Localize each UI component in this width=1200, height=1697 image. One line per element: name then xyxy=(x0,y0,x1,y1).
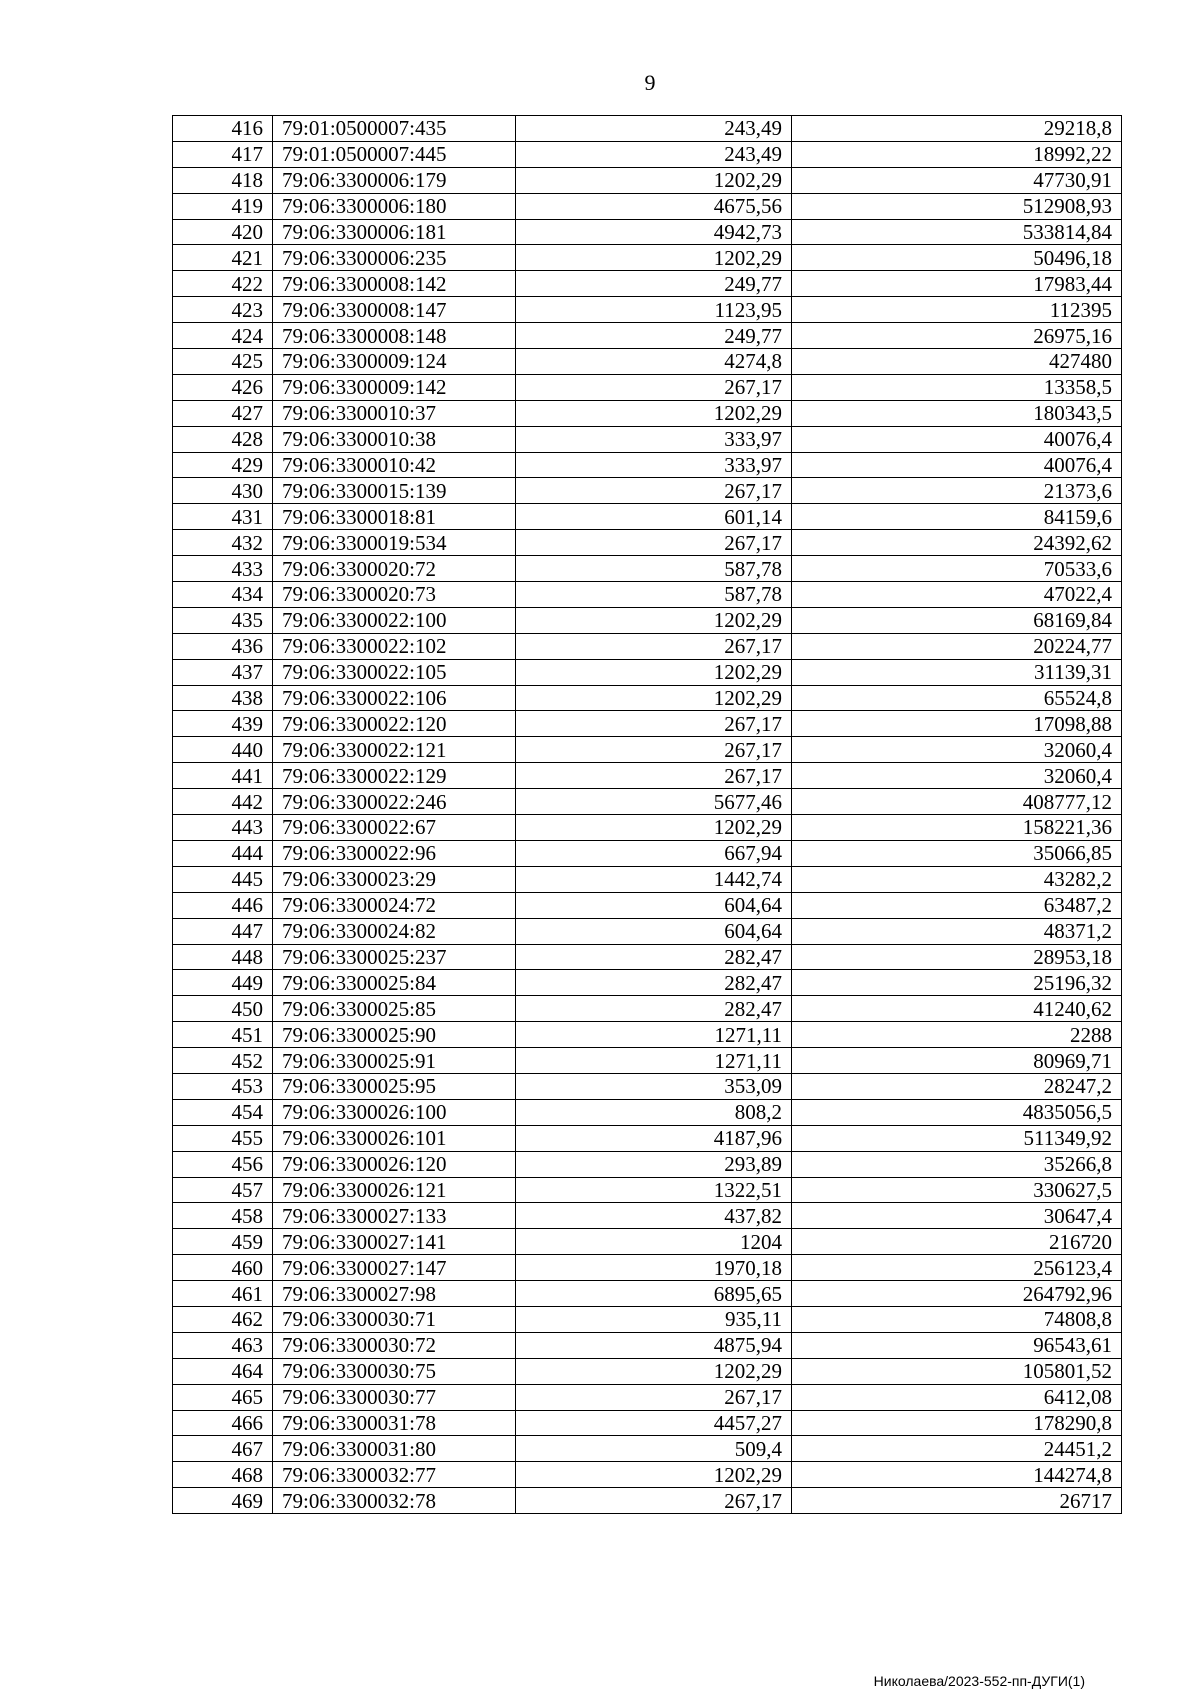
area-cell: 267,17 xyxy=(516,530,792,556)
area-cell: 267,17 xyxy=(516,737,792,763)
row-number-cell: 455 xyxy=(173,1125,273,1151)
value-cell: 63487,2 xyxy=(792,892,1122,918)
row-number-cell: 451 xyxy=(173,1022,273,1048)
cadastral-number-cell: 79:06:3300022:96 xyxy=(273,840,516,866)
value-cell: 533814,84 xyxy=(792,219,1122,245)
cadastral-number-cell: 79:06:3300022:106 xyxy=(273,685,516,711)
cadastral-number-cell: 79:06:3300026:120 xyxy=(273,1151,516,1177)
row-number-cell: 456 xyxy=(173,1151,273,1177)
row-number-cell: 439 xyxy=(173,711,273,737)
table-row xyxy=(173,1332,1122,1358)
row-number-cell: 452 xyxy=(173,1048,273,1074)
table-row xyxy=(173,996,1122,1022)
value-cell: 28247,2 xyxy=(792,1073,1122,1099)
cadastral-number-cell: 79:06:3300015:139 xyxy=(273,478,516,504)
area-cell: 1202,29 xyxy=(516,167,792,193)
value-cell: 216720 xyxy=(792,1229,1122,1255)
table-row xyxy=(173,1177,1122,1203)
value-cell: 512908,93 xyxy=(792,193,1122,219)
table-row xyxy=(173,866,1122,892)
table-row xyxy=(173,1281,1122,1307)
area-cell: 667,94 xyxy=(516,840,792,866)
value-cell: 47730,91 xyxy=(792,167,1122,193)
cadastral-number-cell: 79:06:3300025:91 xyxy=(273,1048,516,1074)
row-number-cell: 446 xyxy=(173,892,273,918)
area-cell: 5677,46 xyxy=(516,789,792,815)
table-row xyxy=(173,1099,1122,1125)
cadastral-number-cell: 79:06:3300031:80 xyxy=(273,1436,516,1462)
value-cell: 2288 xyxy=(792,1022,1122,1048)
row-number-cell: 435 xyxy=(173,607,273,633)
value-cell: 112395 xyxy=(792,297,1122,323)
area-cell: 935,11 xyxy=(516,1306,792,1332)
cadastral-number-cell: 79:06:3300023:29 xyxy=(273,866,516,892)
area-cell: 282,47 xyxy=(516,970,792,996)
cadastral-number-cell: 79:06:3300022:100 xyxy=(273,607,516,633)
value-cell: 105801,52 xyxy=(792,1358,1122,1384)
area-cell: 1202,29 xyxy=(516,1358,792,1384)
cadastral-number-cell: 79:06:3300027:141 xyxy=(273,1229,516,1255)
cadastral-number-cell: 79:06:3300031:78 xyxy=(273,1410,516,1436)
cadastral-number-cell: 79:06:3300026:121 xyxy=(273,1177,516,1203)
area-cell: 267,17 xyxy=(516,633,792,659)
area-cell: 1202,29 xyxy=(516,607,792,633)
value-cell: 80969,71 xyxy=(792,1048,1122,1074)
table-row xyxy=(173,1203,1122,1229)
table-row xyxy=(173,1462,1122,1488)
row-number-cell: 431 xyxy=(173,504,273,530)
cadastral-number-cell: 79:06:3300019:534 xyxy=(273,530,516,556)
table-row xyxy=(173,582,1122,608)
value-cell: 4835056,5 xyxy=(792,1099,1122,1125)
table-row xyxy=(173,452,1122,478)
table-row xyxy=(173,556,1122,582)
cadastral-number-cell: 79:06:3300022:246 xyxy=(273,789,516,815)
row-number-cell: 432 xyxy=(173,530,273,556)
value-cell: 511349,92 xyxy=(792,1125,1122,1151)
value-cell: 40076,4 xyxy=(792,426,1122,452)
value-cell: 35266,8 xyxy=(792,1151,1122,1177)
value-cell: 427480 xyxy=(792,349,1122,375)
area-cell: 267,17 xyxy=(516,374,792,400)
cadastral-number-cell: 79:06:3300025:85 xyxy=(273,996,516,1022)
area-cell: 1204 xyxy=(516,1229,792,1255)
table-row xyxy=(173,193,1122,219)
area-cell: 1202,29 xyxy=(516,815,792,841)
table-row xyxy=(173,944,1122,970)
row-number-cell: 433 xyxy=(173,556,273,582)
cadastral-number-cell: 79:06:3300022:105 xyxy=(273,659,516,685)
table-row xyxy=(173,297,1122,323)
area-cell: 1970,18 xyxy=(516,1255,792,1281)
area-cell: 243,49 xyxy=(516,116,792,142)
area-cell: 333,97 xyxy=(516,452,792,478)
row-number-cell: 463 xyxy=(173,1332,273,1358)
row-number-cell: 447 xyxy=(173,918,273,944)
area-cell: 4675,56 xyxy=(516,193,792,219)
value-cell: 43282,2 xyxy=(792,866,1122,892)
value-cell: 256123,4 xyxy=(792,1255,1122,1281)
cadastral-number-cell: 79:06:3300010:37 xyxy=(273,400,516,426)
table-row xyxy=(173,349,1122,375)
row-number-cell: 443 xyxy=(173,815,273,841)
row-number-cell: 421 xyxy=(173,245,273,271)
row-number-cell: 459 xyxy=(173,1229,273,1255)
area-cell: 353,09 xyxy=(516,1073,792,1099)
row-number-cell: 453 xyxy=(173,1073,273,1099)
row-number-cell: 469 xyxy=(173,1488,273,1514)
cadastral-number-cell: 79:06:3300006:235 xyxy=(273,245,516,271)
row-number-cell: 422 xyxy=(173,271,273,297)
row-number-cell: 458 xyxy=(173,1203,273,1229)
cadastral-number-cell: 79:06:3300020:72 xyxy=(273,556,516,582)
value-cell: 13358,5 xyxy=(792,374,1122,400)
cadastral-number-cell: 79:06:3300027:147 xyxy=(273,1255,516,1281)
value-cell: 96543,61 xyxy=(792,1332,1122,1358)
row-number-cell: 420 xyxy=(173,219,273,245)
table-row xyxy=(173,892,1122,918)
value-cell: 40076,4 xyxy=(792,452,1122,478)
table-row xyxy=(173,1488,1122,1514)
cadastral-number-cell: 79:06:3300018:81 xyxy=(273,504,516,530)
table-row xyxy=(173,1358,1122,1384)
table-row xyxy=(173,1410,1122,1436)
table-row xyxy=(173,633,1122,659)
area-cell: 601,14 xyxy=(516,504,792,530)
area-cell: 267,17 xyxy=(516,763,792,789)
row-number-cell: 454 xyxy=(173,1099,273,1125)
value-cell: 30647,4 xyxy=(792,1203,1122,1229)
value-cell: 18992,22 xyxy=(792,141,1122,167)
value-cell: 17983,44 xyxy=(792,271,1122,297)
cadastral-number-cell: 79:06:3300022:67 xyxy=(273,815,516,841)
table-row xyxy=(173,1125,1122,1151)
value-cell: 84159,6 xyxy=(792,504,1122,530)
table-row xyxy=(173,970,1122,996)
cadastral-number-cell: 79:06:3300022:129 xyxy=(273,763,516,789)
cadastral-table xyxy=(172,115,1122,1514)
table-row xyxy=(173,1255,1122,1281)
value-cell: 330627,5 xyxy=(792,1177,1122,1203)
area-cell: 1202,29 xyxy=(516,400,792,426)
cadastral-number-cell: 79:06:3300008:148 xyxy=(273,323,516,349)
value-cell: 20224,77 xyxy=(792,633,1122,659)
cadastral-number-cell: 79:06:3300025:90 xyxy=(273,1022,516,1048)
table-row xyxy=(173,245,1122,271)
cadastral-number-cell: 79:06:3300030:72 xyxy=(273,1332,516,1358)
table-row xyxy=(173,116,1122,142)
table-row xyxy=(173,1022,1122,1048)
row-number-cell: 423 xyxy=(173,297,273,323)
row-number-cell: 441 xyxy=(173,763,273,789)
row-number-cell: 444 xyxy=(173,840,273,866)
cadastral-number-cell: 79:01:0500007:435 xyxy=(273,116,516,142)
table-row xyxy=(173,711,1122,737)
value-cell: 144274,8 xyxy=(792,1462,1122,1488)
value-cell: 26717 xyxy=(792,1488,1122,1514)
value-cell: 6412,08 xyxy=(792,1384,1122,1410)
page-number: 9 xyxy=(644,70,656,95)
value-cell: 28953,18 xyxy=(792,944,1122,970)
table-row xyxy=(173,374,1122,400)
value-cell: 68169,84 xyxy=(792,607,1122,633)
area-cell: 4875,94 xyxy=(516,1332,792,1358)
row-number-cell: 425 xyxy=(173,349,273,375)
table-row xyxy=(173,685,1122,711)
table-row xyxy=(173,271,1122,297)
cadastral-number-cell: 79:06:3300006:179 xyxy=(273,167,516,193)
value-cell: 48371,2 xyxy=(792,918,1122,944)
value-cell: 47022,4 xyxy=(792,582,1122,608)
row-number-cell: 427 xyxy=(173,400,273,426)
area-cell: 293,89 xyxy=(516,1151,792,1177)
table-row xyxy=(173,219,1122,245)
value-cell: 35066,85 xyxy=(792,840,1122,866)
area-cell: 1202,29 xyxy=(516,685,792,711)
table-row xyxy=(173,504,1122,530)
area-cell: 267,17 xyxy=(516,1488,792,1514)
value-cell: 25196,32 xyxy=(792,970,1122,996)
area-cell: 6895,65 xyxy=(516,1281,792,1307)
area-cell: 267,17 xyxy=(516,478,792,504)
cadastral-number-cell: 79:06:3300026:100 xyxy=(273,1099,516,1125)
row-number-cell: 416 xyxy=(173,116,273,142)
table-row xyxy=(173,840,1122,866)
value-cell: 65524,8 xyxy=(792,685,1122,711)
cadastral-number-cell: 79:01:0500007:445 xyxy=(273,141,516,167)
table-body xyxy=(173,116,1122,1514)
cadastral-number-cell: 79:06:3300032:78 xyxy=(273,1488,516,1514)
table-row xyxy=(173,167,1122,193)
cadastral-number-cell: 79:06:3300032:77 xyxy=(273,1462,516,1488)
area-cell: 509,4 xyxy=(516,1436,792,1462)
area-cell: 267,17 xyxy=(516,1384,792,1410)
table-row xyxy=(173,426,1122,452)
value-cell: 70533,6 xyxy=(792,556,1122,582)
value-cell: 31139,31 xyxy=(792,659,1122,685)
row-number-cell: 440 xyxy=(173,737,273,763)
row-number-cell: 445 xyxy=(173,866,273,892)
cadastral-number-cell: 79:06:3300022:121 xyxy=(273,737,516,763)
value-cell: 24392,62 xyxy=(792,530,1122,556)
row-number-cell: 426 xyxy=(173,374,273,400)
area-cell: 1271,11 xyxy=(516,1022,792,1048)
table-row xyxy=(173,478,1122,504)
area-cell: 4942,73 xyxy=(516,219,792,245)
row-number-cell: 457 xyxy=(173,1177,273,1203)
cadastral-number-cell: 79:06:3300008:142 xyxy=(273,271,516,297)
table-row xyxy=(173,1229,1122,1255)
table-row xyxy=(173,400,1122,426)
cadastral-number-cell: 79:06:3300025:237 xyxy=(273,944,516,970)
table-row xyxy=(173,815,1122,841)
cadastral-number-cell: 79:06:3300006:181 xyxy=(273,219,516,245)
cadastral-number-cell: 79:06:3300025:95 xyxy=(273,1073,516,1099)
area-cell: 267,17 xyxy=(516,711,792,737)
cadastral-number-cell: 79:06:3300026:101 xyxy=(273,1125,516,1151)
cadastral-number-cell: 79:06:3300027:133 xyxy=(273,1203,516,1229)
area-cell: 604,64 xyxy=(516,918,792,944)
area-cell: 333,97 xyxy=(516,426,792,452)
cadastral-number-cell: 79:06:3300022:102 xyxy=(273,633,516,659)
row-number-cell: 417 xyxy=(173,141,273,167)
cadastral-number-cell: 79:06:3300030:77 xyxy=(273,1384,516,1410)
table-row xyxy=(173,1436,1122,1462)
value-cell: 264792,96 xyxy=(792,1281,1122,1307)
area-cell: 587,78 xyxy=(516,582,792,608)
value-cell: 74808,8 xyxy=(792,1306,1122,1332)
value-cell: 32060,4 xyxy=(792,763,1122,789)
value-cell: 24451,2 xyxy=(792,1436,1122,1462)
area-cell: 282,47 xyxy=(516,944,792,970)
value-cell: 50496,18 xyxy=(792,245,1122,271)
row-number-cell: 424 xyxy=(173,323,273,349)
table-row xyxy=(173,737,1122,763)
row-number-cell: 434 xyxy=(173,582,273,608)
cadastral-number-cell: 79:06:3300022:120 xyxy=(273,711,516,737)
row-number-cell: 461 xyxy=(173,1281,273,1307)
value-cell: 32060,4 xyxy=(792,737,1122,763)
value-cell: 17098,88 xyxy=(792,711,1122,737)
cadastral-number-cell: 79:06:3300006:180 xyxy=(273,193,516,219)
area-cell: 604,64 xyxy=(516,892,792,918)
cadastral-number-cell: 79:06:3300020:73 xyxy=(273,582,516,608)
value-cell: 21373,6 xyxy=(792,478,1122,504)
table-row xyxy=(173,789,1122,815)
table-row xyxy=(173,1048,1122,1074)
table-row xyxy=(173,323,1122,349)
value-cell: 41240,62 xyxy=(792,996,1122,1022)
area-cell: 808,2 xyxy=(516,1099,792,1125)
row-number-cell: 436 xyxy=(173,633,273,659)
table-row xyxy=(173,1306,1122,1332)
area-cell: 1202,29 xyxy=(516,1462,792,1488)
area-cell: 4274,8 xyxy=(516,349,792,375)
row-number-cell: 466 xyxy=(173,1410,273,1436)
row-number-cell: 465 xyxy=(173,1384,273,1410)
area-cell: 1322,51 xyxy=(516,1177,792,1203)
value-cell: 180343,5 xyxy=(792,400,1122,426)
table-row xyxy=(173,763,1122,789)
table-row xyxy=(173,1151,1122,1177)
cadastral-number-cell: 79:06:3300025:84 xyxy=(273,970,516,996)
row-number-cell: 418 xyxy=(173,167,273,193)
value-cell: 158221,36 xyxy=(792,815,1122,841)
table-row xyxy=(173,530,1122,556)
area-cell: 1442,74 xyxy=(516,866,792,892)
area-cell: 1202,29 xyxy=(516,245,792,271)
row-number-cell: 442 xyxy=(173,789,273,815)
area-cell: 249,77 xyxy=(516,271,792,297)
row-number-cell: 428 xyxy=(173,426,273,452)
table-row xyxy=(173,1073,1122,1099)
value-cell: 26975,16 xyxy=(792,323,1122,349)
document-footer-code: Николаева/2023-552-пп-ДУГИ(1) xyxy=(873,1673,1085,1689)
row-number-cell: 419 xyxy=(173,193,273,219)
cadastral-number-cell: 79:06:3300010:42 xyxy=(273,452,516,478)
table-row xyxy=(173,141,1122,167)
area-cell: 1123,95 xyxy=(516,297,792,323)
area-cell: 4457,27 xyxy=(516,1410,792,1436)
table-row xyxy=(173,607,1122,633)
row-number-cell: 464 xyxy=(173,1358,273,1384)
value-cell: 408777,12 xyxy=(792,789,1122,815)
cadastral-number-cell: 79:06:3300010:38 xyxy=(273,426,516,452)
row-number-cell: 467 xyxy=(173,1436,273,1462)
cadastral-number-cell: 79:06:3300030:75 xyxy=(273,1358,516,1384)
area-cell: 1271,11 xyxy=(516,1048,792,1074)
table-row xyxy=(173,1384,1122,1410)
row-number-cell: 449 xyxy=(173,970,273,996)
area-cell: 249,77 xyxy=(516,323,792,349)
area-cell: 4187,96 xyxy=(516,1125,792,1151)
cadastral-number-cell: 79:06:3300024:82 xyxy=(273,918,516,944)
value-cell: 178290,8 xyxy=(792,1410,1122,1436)
row-number-cell: 430 xyxy=(173,478,273,504)
row-number-cell: 438 xyxy=(173,685,273,711)
table-row xyxy=(173,918,1122,944)
area-cell: 587,78 xyxy=(516,556,792,582)
area-cell: 243,49 xyxy=(516,141,792,167)
area-cell: 437,82 xyxy=(516,1203,792,1229)
cadastral-number-cell: 79:06:3300030:71 xyxy=(273,1306,516,1332)
area-cell: 282,47 xyxy=(516,996,792,1022)
cadastral-number-cell: 79:06:3300027:98 xyxy=(273,1281,516,1307)
row-number-cell: 468 xyxy=(173,1462,273,1488)
row-number-cell: 429 xyxy=(173,452,273,478)
row-number-cell: 450 xyxy=(173,996,273,1022)
cadastral-number-cell: 79:06:3300009:124 xyxy=(273,349,516,375)
cadastral-number-cell: 79:06:3300008:147 xyxy=(273,297,516,323)
row-number-cell: 437 xyxy=(173,659,273,685)
value-cell: 29218,8 xyxy=(792,116,1122,142)
cadastral-number-cell: 79:06:3300024:72 xyxy=(273,892,516,918)
cadastral-number-cell: 79:06:3300009:142 xyxy=(273,374,516,400)
row-number-cell: 448 xyxy=(173,944,273,970)
area-cell: 1202,29 xyxy=(516,659,792,685)
row-number-cell: 460 xyxy=(173,1255,273,1281)
row-number-cell: 462 xyxy=(173,1306,273,1332)
table-row xyxy=(173,659,1122,685)
